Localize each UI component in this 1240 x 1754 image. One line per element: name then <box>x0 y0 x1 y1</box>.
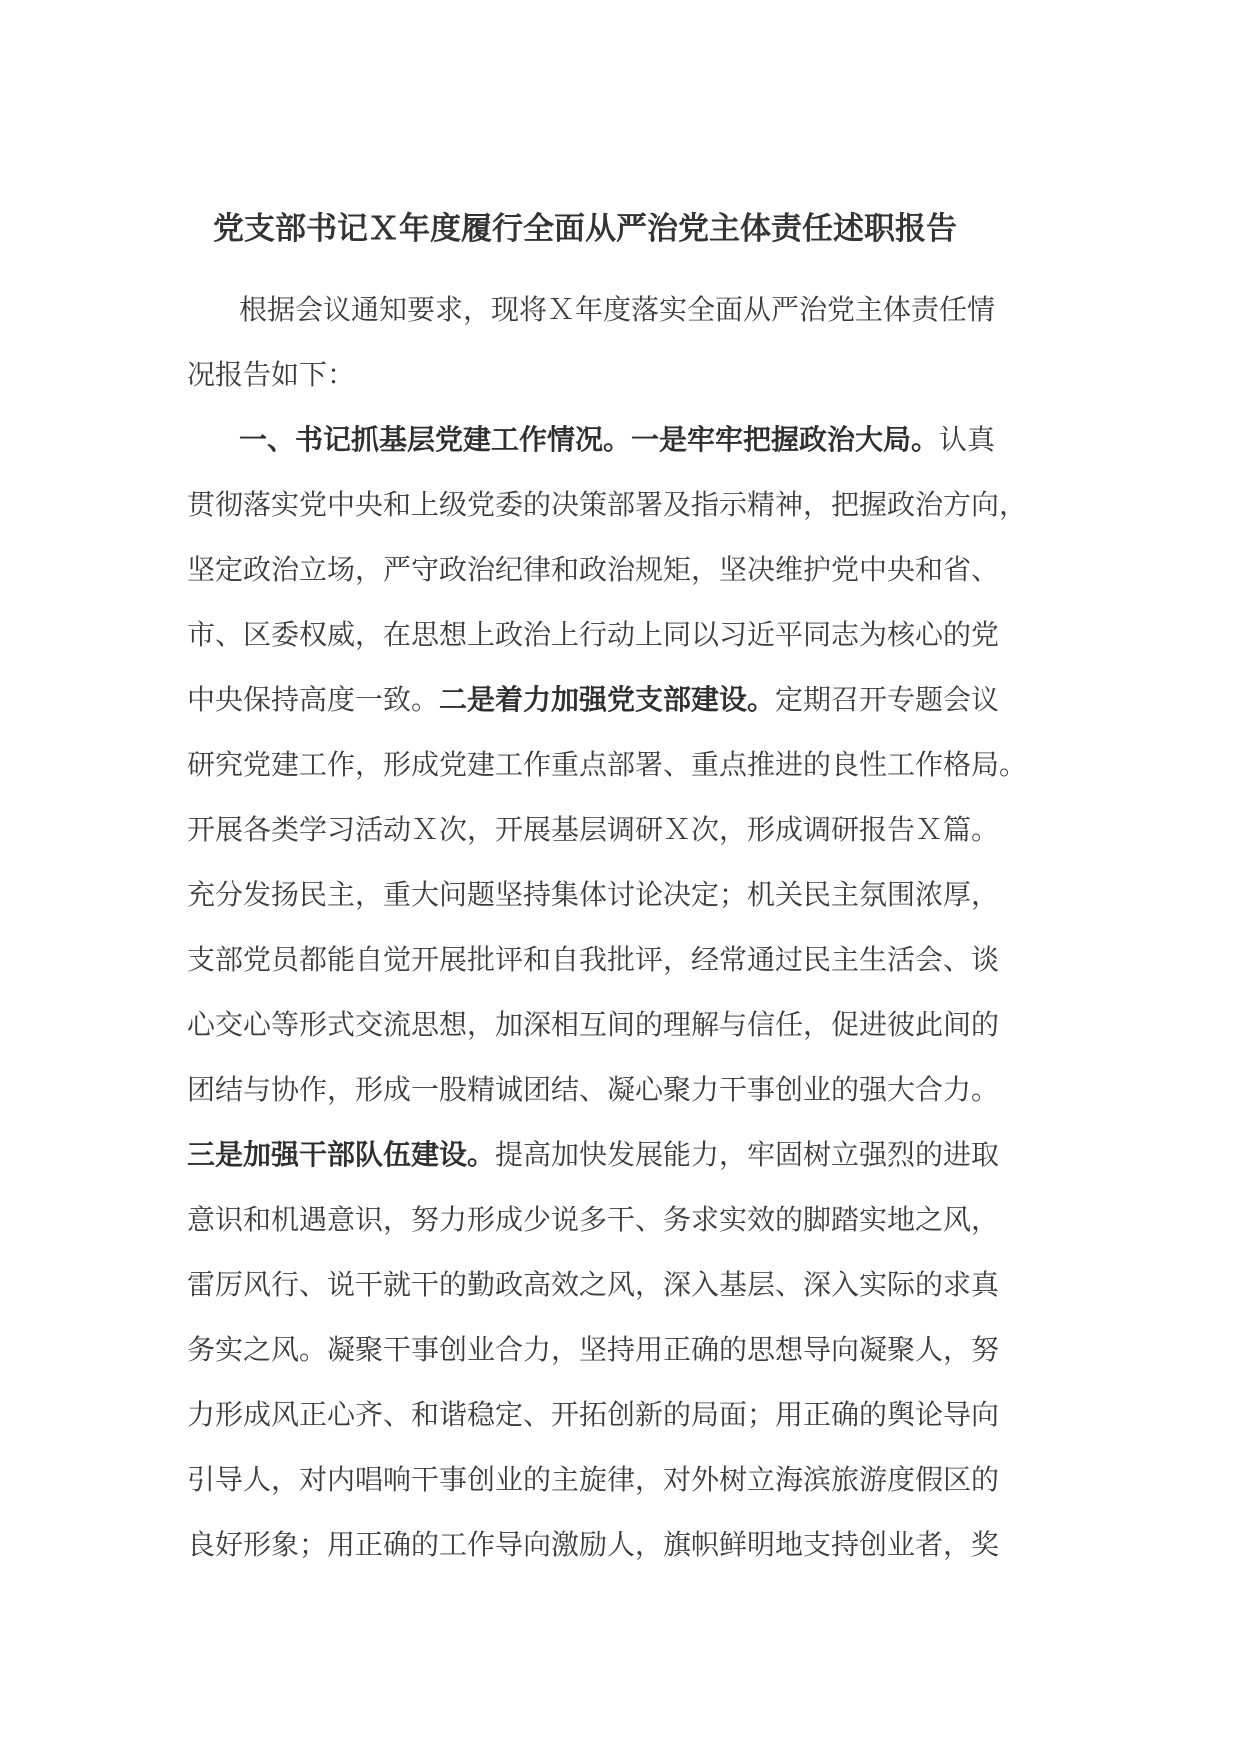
point-heading: 一是牢牢把握政治大局。 <box>631 423 940 456</box>
section-1-paragraph <box>187 407 1077 1577</box>
text-line: 市、区委权威，在思想上政治上行动上同以习近平同志为核心的党 <box>187 618 1000 651</box>
section-heading: 一、书记抓基层党建工作情况。 <box>239 423 632 456</box>
text-line: 力形成风正心齐、和谐稳定、开拓创新的局面；用正确的舆论导向 <box>187 1398 1000 1431</box>
text-line: 意识和机遇意识，努力形成少说多干、务求实效的脚踏实地之风， <box>187 1203 1000 1236</box>
text-line: 心交心等形式交流思想，加深相互间的理解与信任，促进彼此间的 <box>187 1008 1000 1041</box>
text-line: 况报告如下： <box>187 358 356 391</box>
text-line: 研究党建工作，形成党建工作重点部署、重点推进的良性工作格局。 <box>187 748 1028 781</box>
document-title: 党支部书记Ｘ年度履行全面从严治党主体责任述职报告 <box>213 211 957 247</box>
text-line: 支部党员都能自觉开展批评和自我批评，经常通过民主生活会、谈 <box>187 943 1000 976</box>
intro-paragraph <box>187 277 1077 407</box>
text-line: 贯彻落实党中央和上级党委的决策部署及指示精神，把握政治方向， <box>187 488 1028 521</box>
text-line: 三是加强干部队伍建设。提高加快发展能力，牢固树立强烈的进取 <box>187 1138 1000 1171</box>
text-line: 根据会议通知要求，现将Ｘ年度落实全面从严治党主体责任情 <box>239 293 996 326</box>
text-line: 良好形象；用正确的工作导向激励人，旗帜鲜明地支持创业者，奖 <box>187 1528 1000 1561</box>
text-line: 团结与协作，形成一股精诚团结、凝心聚力干事创业的强大合力。 <box>187 1073 1000 1106</box>
point-heading: 二是着力加强党支部建设。 <box>439 683 776 716</box>
text-line: 引导人，对内唱响干事创业的主旋律，对外树立海滨旅游度假区的 <box>187 1463 1000 1496</box>
text-line: 开展各类学习活动Ｘ次，开展基层调研Ｘ次，形成调研报告Ｘ篇。 <box>187 813 1000 846</box>
text-line: 务实之风。凝聚干事创业合力，坚持用正确的思想导向凝聚人，努 <box>187 1333 1000 1366</box>
text-line: 中央保持高度一致。二是着力加强党支部建设。定期召开专题会议 <box>187 683 1000 716</box>
text-line: 充分发扬民主，重大问题坚持集体讨论决定；机关民主氛围浓厚， <box>187 878 1000 911</box>
point-heading: 三是加强干部队伍建设。 <box>187 1138 496 1171</box>
text-line: 雷厉风行、说干就干的勤政高效之风，深入基层、深入实际的求真 <box>187 1268 1000 1301</box>
text-line: 一、书记抓基层党建工作情况。一是牢牢把握政治大局。认真 <box>239 423 996 456</box>
text-line: 坚定政治立场，严守政治纪律和政治规矩，坚决维护党中央和省、 <box>187 553 1000 586</box>
